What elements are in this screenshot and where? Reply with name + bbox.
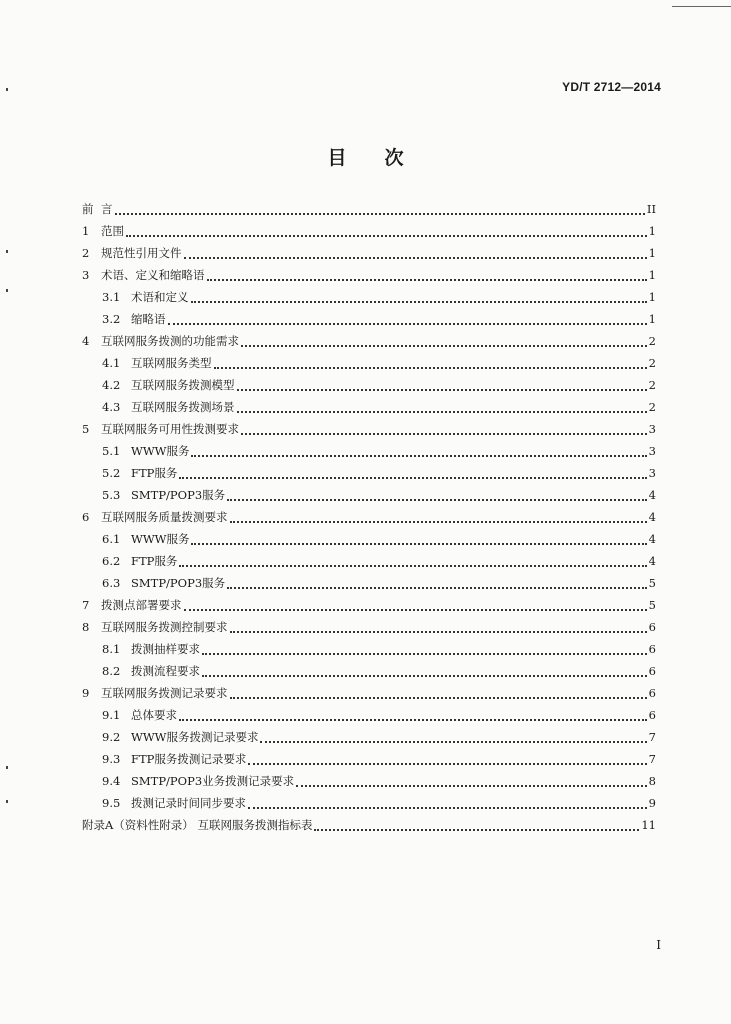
toc-entry-number: 3 [82, 268, 90, 282]
toc-entry-number: 4.2 [102, 378, 121, 392]
toc-entry-label: 互联网服务质量拨测要求 [101, 510, 228, 524]
toc-dot-leader [207, 279, 647, 281]
toc-entry-label: 附录A（资料性附录） 互联网服务拨测指标表 [82, 818, 313, 832]
toc-entry[interactable] [82, 245, 656, 267]
toc-dot-leader [227, 587, 647, 589]
toc-dot-leader [191, 301, 647, 303]
toc-dot-leader [191, 455, 646, 457]
toc-dot-leader [230, 697, 647, 699]
toc-dot-leader [237, 411, 647, 413]
toc-dot-leader [179, 565, 646, 567]
toc-entry-number: 5.3 [102, 488, 121, 502]
toc-entry-label: 范围 [101, 224, 124, 238]
toc-entry[interactable] [82, 333, 656, 355]
toc-entry-label: WWW服务 [131, 532, 190, 546]
toc-entry-label: SMTP/POP3业务拨测记录要求 [131, 774, 295, 788]
toc-entry[interactable] [82, 795, 656, 817]
toc-entry[interactable] [82, 421, 656, 443]
toc-dot-leader [191, 543, 646, 545]
toc-entry-label: 拨测抽样要求 [131, 642, 200, 656]
toc-entry-page: 2 [648, 400, 656, 414]
table-of-contents [82, 201, 656, 839]
toc-entry-number: 9.1 [102, 708, 121, 722]
toc-entry-number: 5.2 [102, 466, 121, 480]
toc-dot-leader [314, 829, 639, 831]
toc-entry-number: 9.4 [102, 774, 121, 788]
toc-entry[interactable] [82, 817, 656, 839]
toc-entry-page: 3 [648, 444, 656, 458]
toc-dot-leader [179, 477, 646, 479]
toc-entry-label: 总体要求 [131, 708, 177, 722]
toc-entry-number: 4.1 [102, 356, 121, 370]
top-rule [672, 6, 731, 7]
toc-entry[interactable] [82, 619, 656, 641]
toc-entry[interactable] [82, 443, 656, 465]
toc-entry-label: 互联网服务拨测的功能需求 [101, 334, 239, 348]
toc-entry[interactable] [82, 773, 656, 795]
toc-entry-page: 2 [648, 334, 656, 348]
toc-entry-page: 2 [648, 378, 656, 392]
toc-dot-leader [126, 235, 647, 237]
toc-entry-number: 3.2 [102, 312, 121, 326]
toc-entry[interactable] [82, 509, 656, 531]
standard-number: YD/T 2712—2014 [562, 80, 661, 94]
toc-entry-page: 6 [648, 642, 656, 656]
toc-entry-label: 互联网服务拨测控制要求 [101, 620, 228, 634]
toc-entry-page: 9 [648, 796, 656, 810]
toc-dot-leader [241, 433, 647, 435]
toc-entry-page: 3 [648, 422, 656, 436]
toc-entry-label: 互联网服务拨测记录要求 [101, 686, 228, 700]
toc-entry-label: 互联网服务拨测模型 [131, 378, 235, 392]
toc-entry-number: 8.1 [102, 642, 121, 656]
toc-entry-label: 互联网服务可用性拨测要求 [101, 422, 239, 436]
toc-entry[interactable] [82, 663, 656, 685]
toc-entry-label: 拨测记录时间同步要求 [131, 796, 246, 810]
toc-entry-label: 术语、定义和缩略语 [101, 268, 205, 282]
toc-entry-label: SMTP/POP3服务 [131, 576, 226, 590]
toc-entry-page: 1 [648, 224, 656, 238]
toc-entry[interactable] [82, 751, 656, 773]
toc-entry-page: 3 [648, 466, 656, 480]
toc-entry-label: 拨测流程要求 [131, 664, 200, 678]
scan-mark [6, 800, 8, 803]
toc-dot-leader [115, 213, 645, 215]
toc-entry[interactable] [82, 355, 656, 377]
toc-entry-number: 8.2 [102, 664, 121, 678]
toc-entry[interactable] [82, 575, 656, 597]
toc-entry-label: FTP服务 [131, 466, 178, 480]
toc-entry-label: 拨测点部署要求 [101, 598, 182, 612]
toc-entry[interactable] [82, 729, 656, 751]
toc-entry-number: 6.1 [102, 532, 121, 546]
toc-entry-number: 6.2 [102, 554, 121, 568]
toc-entry-number: 9.2 [102, 730, 121, 744]
toc-entry-page: 1 [648, 290, 656, 304]
toc-entry[interactable] [82, 707, 656, 729]
toc-entry-number: 前 [82, 202, 94, 216]
toc-entry-label: 言 [101, 202, 113, 216]
toc-entry-page: 6 [648, 664, 656, 678]
toc-entry[interactable] [82, 465, 656, 487]
toc-entry-number: 3.1 [102, 290, 121, 304]
toc-dot-leader [202, 675, 647, 677]
toc-entry-number: 6.3 [102, 576, 121, 590]
toc-entry[interactable] [82, 201, 656, 223]
toc-entry-page: 6 [648, 686, 656, 700]
toc-entry[interactable] [82, 531, 656, 553]
toc-entry-page: 1 [648, 268, 656, 282]
toc-dot-leader [227, 499, 647, 501]
toc-entry-page: 6 [648, 708, 656, 722]
toc-entry-page: 1 [648, 246, 656, 260]
toc-dot-leader [237, 389, 647, 391]
toc-entry-number: 6 [82, 510, 90, 524]
toc-entry-number: 4 [82, 334, 90, 348]
toc-entry[interactable] [82, 223, 656, 245]
toc-entry-label: 规范性引用文件 [101, 246, 182, 260]
toc-entry-page: 4 [648, 488, 656, 502]
toc-entry[interactable] [82, 597, 656, 619]
toc-entry-page: II [646, 202, 656, 216]
toc-entry-number: 5.1 [102, 444, 121, 458]
toc-dot-leader [184, 609, 647, 611]
toc-entry[interactable] [82, 553, 656, 575]
toc-entry-label: FTP服务 [131, 554, 178, 568]
toc-entry-label: 术语和定义 [131, 290, 189, 304]
toc-dot-leader [202, 653, 647, 655]
toc-entry-page: 6 [648, 620, 656, 634]
toc-dot-leader [214, 367, 647, 369]
toc-entry-page: 11 [641, 818, 656, 832]
toc-entry[interactable] [82, 289, 656, 311]
toc-dot-leader [230, 631, 647, 633]
toc-entry-label: 缩略语 [131, 312, 166, 326]
toc-entry-label: FTP服务拨测记录要求 [131, 752, 247, 766]
toc-entry-page: 1 [648, 312, 656, 326]
toc-entry[interactable] [82, 399, 656, 421]
toc-entry-page: 5 [648, 576, 656, 590]
scan-mark [6, 250, 8, 253]
toc-entry-number: 5 [82, 422, 90, 436]
toc-dot-leader [230, 521, 647, 523]
toc-dot-leader [241, 345, 647, 347]
toc-dot-leader [184, 257, 647, 259]
scan-mark [6, 88, 8, 91]
toc-entry-label: WWW服务 [131, 444, 190, 458]
toc-entry[interactable] [82, 487, 656, 509]
toc-entry-number: 2 [82, 246, 90, 260]
toc-entry[interactable] [82, 377, 656, 399]
scan-mark [6, 766, 8, 769]
scan-mark [6, 289, 8, 292]
toc-entry-page: 2 [648, 356, 656, 370]
toc-entry-page: 5 [648, 598, 656, 612]
toc-entry-page: 7 [648, 730, 656, 744]
toc-dot-leader [248, 807, 647, 809]
toc-entry-page: 8 [648, 774, 656, 788]
toc-entry-label: SMTP/POP3服务 [131, 488, 226, 502]
toc-entry-label: 互联网服务类型 [131, 356, 212, 370]
toc-entry-number: 9.3 [102, 752, 121, 766]
toc-dot-leader [296, 785, 647, 787]
toc-dot-leader [168, 323, 647, 325]
toc-entry-number: 9 [82, 686, 90, 700]
toc-entry-label: 互联网服务拨测场景 [131, 400, 235, 414]
toc-entry[interactable] [82, 311, 656, 333]
toc-entry[interactable] [82, 641, 656, 663]
toc-entry-number: 1 [82, 224, 90, 238]
toc-entry-page: 4 [648, 510, 656, 524]
toc-entry-number: 7 [82, 598, 90, 612]
page-title: 目次 [327, 147, 442, 169]
page-number: I [656, 938, 661, 952]
toc-entry-label: WWW服务拨测记录要求 [131, 730, 259, 744]
toc-entry-number: 8 [82, 620, 90, 634]
toc-entry-number: 4.3 [102, 400, 121, 414]
toc-entry[interactable] [82, 685, 656, 707]
toc-entry-page: 4 [648, 554, 656, 568]
toc-entry[interactable] [82, 267, 656, 289]
toc-entry-page: 7 [648, 752, 656, 766]
toc-entry-page: 4 [648, 532, 656, 546]
toc-dot-leader [248, 763, 646, 765]
toc-entry-number: 9.5 [102, 796, 121, 810]
toc-dot-leader [179, 719, 647, 721]
toc-dot-leader [260, 741, 646, 743]
